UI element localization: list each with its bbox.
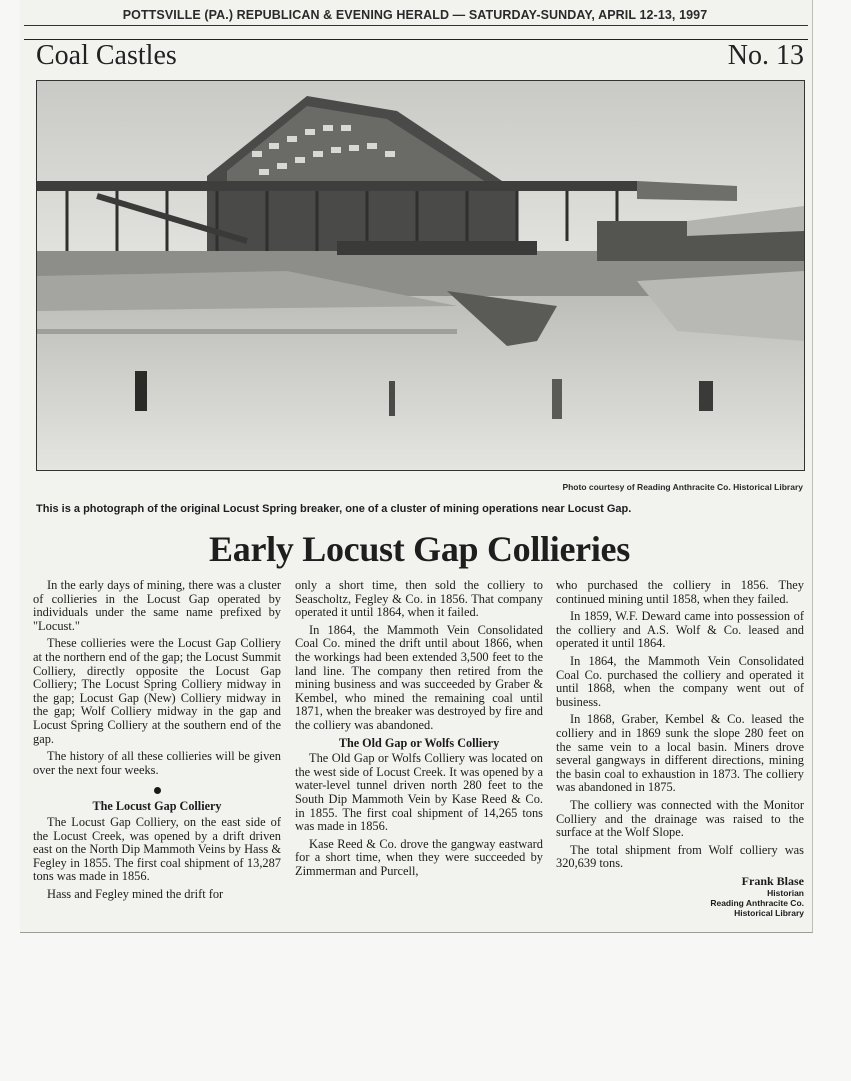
paragraph: only a short time, then sold the colliery to Seascholtz, Fegley & Co. in 1856. That company operated it until 1864, when it failed. (295, 578, 543, 620)
section-bullet (154, 787, 161, 794)
paragraph: who purchased the colliery in 1856. They continued mining until 1858, when they failed. (556, 578, 804, 606)
paragraph: In 1859, W.F. Deward came into possession of the colliery and A.S. Wolf & Co. leased and operated it until 1864. (556, 609, 804, 651)
article-column-2 (295, 579, 543, 882)
paragraph: The total shipment from Wolf colliery was 320,639 tons. (556, 842, 804, 871)
photo-caption: This is a photograph of the original Locust Spring breaker, one of a cluster of mining operations near Locust Gap. (36, 503, 632, 515)
section-subhead: The Locust Gap Colliery (92, 799, 222, 814)
photo-credit: Photo courtesy of Reading Anthracite Co. Historical Library (562, 482, 803, 492)
paragraph: Kase Reed & Co. drove the gangway eastward for a short time, when they were succeeded by Zimmerman and Purcell, (295, 836, 543, 878)
paragraph: The Locust Gap Colliery, on the east side of the Locust Creek, was opened by a drift driven east on the North Dip Mammoth Veins by Hass & Fegley in 1855. The first coal shipment of 13,287 tons was made in 1856. (33, 814, 281, 884)
paragraph: In 1864, the Mammoth Vein Consolidated Coal Co. purchased the colliery and operated it until 1868, when the company went out of business. (556, 653, 804, 709)
article-column-1 (33, 579, 281, 905)
paragraph: In 1868, Graber, Kembel & Co. leased the colliery and in 1869 sunk the slope 280 feet on the same vein to a local basin. Miners drove several gangways in different directions, mining the basin coal to exhaustion in 1873. The colliery was abandoned in 1875. (556, 712, 804, 795)
paragraph: Hass and Fegley mined the drift for (47, 886, 224, 901)
paragraph: In 1864, the Mammoth Vein Consolidated Coal Co. mined the drift until about 1866, when the workings had been extended 3,500 feet to the land line. The company then retired from the mining business and was succeeded by Graber & Kembel, who mined the remaining coal until 1871, when the breaker was destroyed by fire and the colliery was abandoned. (295, 622, 543, 732)
section-subhead: The Old Gap or Wolfs Colliery (338, 735, 500, 750)
author-organization: Reading Anthracite Co. (710, 897, 804, 908)
paragraph: The colliery was connected with the Monitor Colliery and the drainage was raised to the surface at the Wolf Slope. (556, 797, 804, 840)
author-name: Frank Blase (741, 873, 804, 888)
paragraph: In the early days of mining, there was a cluster of collieries in the Locust Gap operated by individuals under the same name prefixed by "Locust." (33, 578, 281, 633)
article-column-3 (556, 579, 804, 918)
article-headline: Early Locust Gap Collieries (209, 529, 630, 569)
feature-series-name: Coal Castles (36, 40, 177, 71)
photo-illustration (37, 81, 804, 470)
paragraph: These collieries were the Locust Gap Colliery at the northern end of the gap; the Locust Summit Colliery, directly opposite the Locust Gap Colliery; The Locust Spring Colliery midway in the gap; Locust Gap (New) Colliery midway in the gap; Wolf Colliery midway in the gap and Locust Spring Colliery at the southern end of the gap. (33, 636, 281, 746)
feature-series-number: No. 13 (727, 40, 804, 71)
paragraph: The history of all these collieries will be given over the next four weeks. (33, 749, 281, 777)
author-signature (556, 875, 804, 918)
masthead-rule (24, 25, 808, 26)
newspaper-masthead: POTTSVILLE (PA.) REPUBLICAN & EVENING HERALD — SATURDAY-SUNDAY, APRIL 12-13, 1997 (122, 8, 708, 22)
paragraph: The Old Gap or Wolfs Colliery was located on the west side of Locust Creek. It was opened by a water-level tunnel driven north 280 feet to the South Dip Mammoth Vein by Kase Reed & Co. in 1855. The first coal shipment of 14,265 tons was made in 1856. (295, 751, 543, 834)
author-title: Historian (767, 887, 804, 898)
breaker-photograph (36, 80, 805, 471)
author-organization-line-2: Historical Library (734, 907, 804, 918)
